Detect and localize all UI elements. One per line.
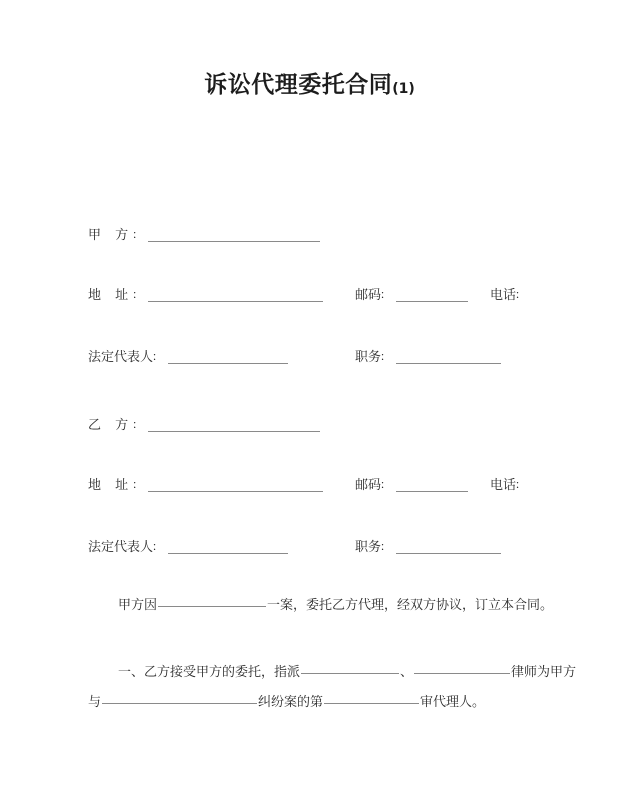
intro-case-name-input[interactable] <box>158 606 266 607</box>
party-b-name-input[interactable] <box>148 431 320 432</box>
intro-text-before: 甲方因 <box>118 598 158 613</box>
article-1-prefix-text: 一、乙方接受甲方的委托，指派 <box>118 665 301 680</box>
party-b-name-label: 乙 方： <box>88 418 144 433</box>
party-b-legal-rep-input[interactable] <box>168 553 288 554</box>
party-b-postcode-field <box>355 474 468 496</box>
party-a-address-input[interactable] <box>148 301 323 302</box>
article-1-line-2-suffix: 审代理人。 <box>420 695 486 710</box>
party-a-position-label: 职务： <box>355 350 392 365</box>
article-1-separator: 、 <box>400 665 414 680</box>
party-b-position-input[interactable] <box>396 553 501 554</box>
party-b-address-field <box>88 474 323 496</box>
party-a-name-input[interactable] <box>148 241 320 242</box>
colon-glyph: ： <box>380 288 392 301</box>
party-b-postcode-label: 邮码： <box>355 478 392 493</box>
party-a-name-field <box>88 224 320 246</box>
article-1-dispute-party-input[interactable] <box>102 703 257 704</box>
colon-glyph: ： <box>380 540 392 553</box>
party-a-position-input[interactable] <box>396 363 501 364</box>
party-b-position-label: 职务： <box>355 540 392 555</box>
party-a-legal-rep-field <box>88 346 288 368</box>
colon-glyph: ： <box>515 288 527 301</box>
article-1-lawyer-1-input[interactable] <box>301 673 399 674</box>
party-b-legal-rep-field <box>88 536 288 558</box>
party-a-address-label: 地 址： <box>88 288 144 303</box>
article-1-line-2-mid: 纠纷案的第 <box>258 695 324 710</box>
colon-glyph: ： <box>152 540 164 553</box>
intro-text-after: 一案，委托乙方代理，经双方协议，订立本合同。 <box>267 598 554 613</box>
party-a-phone-label: 电话： <box>490 288 527 303</box>
field-row-party-a-legal-rep <box>88 346 619 368</box>
party-b-address-label: 地 址： <box>88 478 144 493</box>
colon-glyph: ： <box>132 478 144 491</box>
party-a-legal-rep-input[interactable] <box>168 363 288 364</box>
intro-paragraph <box>118 595 553 617</box>
colon-glyph: ： <box>132 228 144 241</box>
colon-glyph: ： <box>380 350 392 363</box>
article-1-mid-text: 律师为甲方 <box>511 665 577 680</box>
article-1-lawyer-2-input[interactable] <box>414 673 510 674</box>
party-a-position-field <box>355 346 501 368</box>
article-1-instance-input[interactable] <box>324 703 419 704</box>
colon-glyph: ： <box>515 478 527 491</box>
party-b-postcode-input[interactable] <box>396 491 468 492</box>
colon-glyph: ： <box>152 350 164 363</box>
party-b-address-input[interactable] <box>148 491 323 492</box>
field-row-party-b-legal-rep <box>88 536 619 558</box>
party-b-phone-label: 电话： <box>490 478 527 493</box>
field-row-party-a-name <box>88 224 619 246</box>
party-b-name-field <box>88 414 320 436</box>
party-a-phone-field <box>490 284 527 306</box>
page-title-text: 诉讼代理委托合同 <box>204 72 393 98</box>
article-1-line-2 <box>88 692 485 714</box>
field-row-party-a-address <box>88 284 619 306</box>
colon-glyph: ： <box>132 418 144 431</box>
page-title <box>0 66 619 99</box>
field-row-party-b-name <box>88 414 619 436</box>
colon-glyph: ： <box>132 288 144 301</box>
party-a-postcode-field <box>355 284 468 306</box>
party-b-phone-field <box>490 474 527 496</box>
party-b-legal-rep-label: 法定代表人： <box>88 540 164 555</box>
party-b-position-field <box>355 536 501 558</box>
party-a-legal-rep-label: 法定代表人： <box>88 350 164 365</box>
party-a-name-label: 甲 方： <box>88 228 144 243</box>
page-title-suffix: (1) <box>392 81 415 97</box>
party-a-postcode-input[interactable] <box>396 301 468 302</box>
field-row-party-b-address <box>88 474 619 496</box>
party-a-address-field <box>88 284 323 306</box>
colon-glyph: ： <box>380 478 392 491</box>
article-1-line-2-prefix: 与 <box>88 695 102 710</box>
party-a-postcode-label: 邮码： <box>355 288 392 303</box>
article-1-line-1 <box>118 662 576 684</box>
